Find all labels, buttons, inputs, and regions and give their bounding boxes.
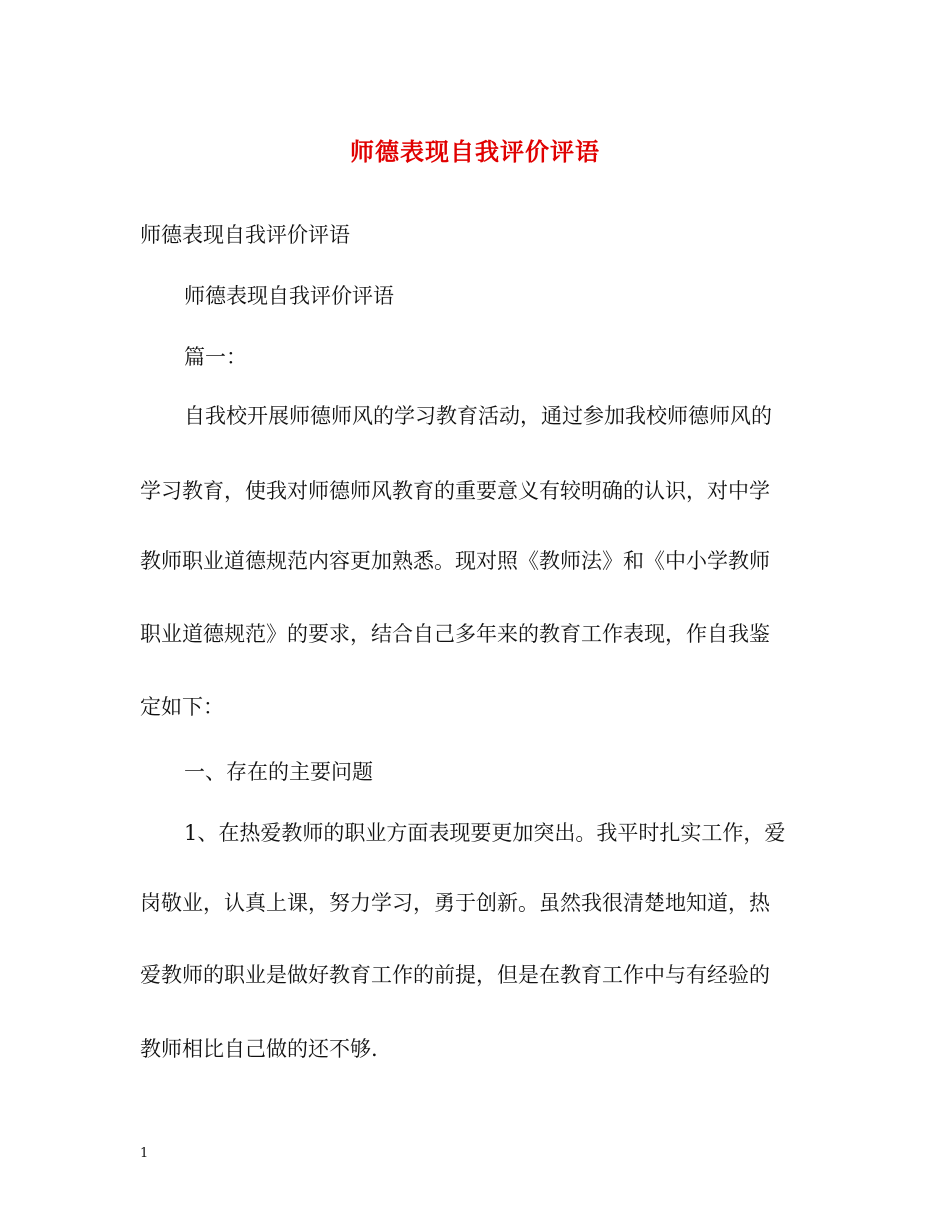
paragraph-line: 自我校开展师德师风的学习教育活动，通过参加我校师德师风的 xyxy=(184,404,772,428)
page-number: 1 xyxy=(140,1146,149,1161)
section-heading: 篇一： xyxy=(184,345,247,369)
paragraph-line: 爱教师的职业是做好教育工作的前提，但是在教育工作中与有经验的 xyxy=(140,963,770,987)
paragraph-line: 教师相比自己做的还不够. xyxy=(140,1037,378,1061)
paragraph-line: 教师职业道德规范内容更加熟悉。现对照《教师法》和《中小学教师 xyxy=(140,549,770,573)
paragraph-line: 岗敬业，认真上课，努力学习，勇于创新。虽然我很清楚地知道，热 xyxy=(140,891,770,915)
document-title: 师德表现自我评价评语 xyxy=(350,137,600,166)
paragraph-line: 职业道德规范》的要求，结合自己多年来的教育工作表现，作自我鉴 xyxy=(140,622,770,646)
paragraph-line: 1、在热爱教师的职业方面表现要更加突出。我平时扎实工作，爱 xyxy=(184,821,786,845)
section-heading: 一、存在的主要问题 xyxy=(184,760,373,784)
paragraph-line: 定如下： xyxy=(140,695,224,719)
paragraph-line: 学习教育，使我对师德师风教育的重要意义有较明确的认识，对中学 xyxy=(140,479,770,503)
paragraph-line: 师德表现自我评价评语 xyxy=(184,284,394,308)
document-subtitle: 师德表现自我评价评语 xyxy=(140,223,350,247)
